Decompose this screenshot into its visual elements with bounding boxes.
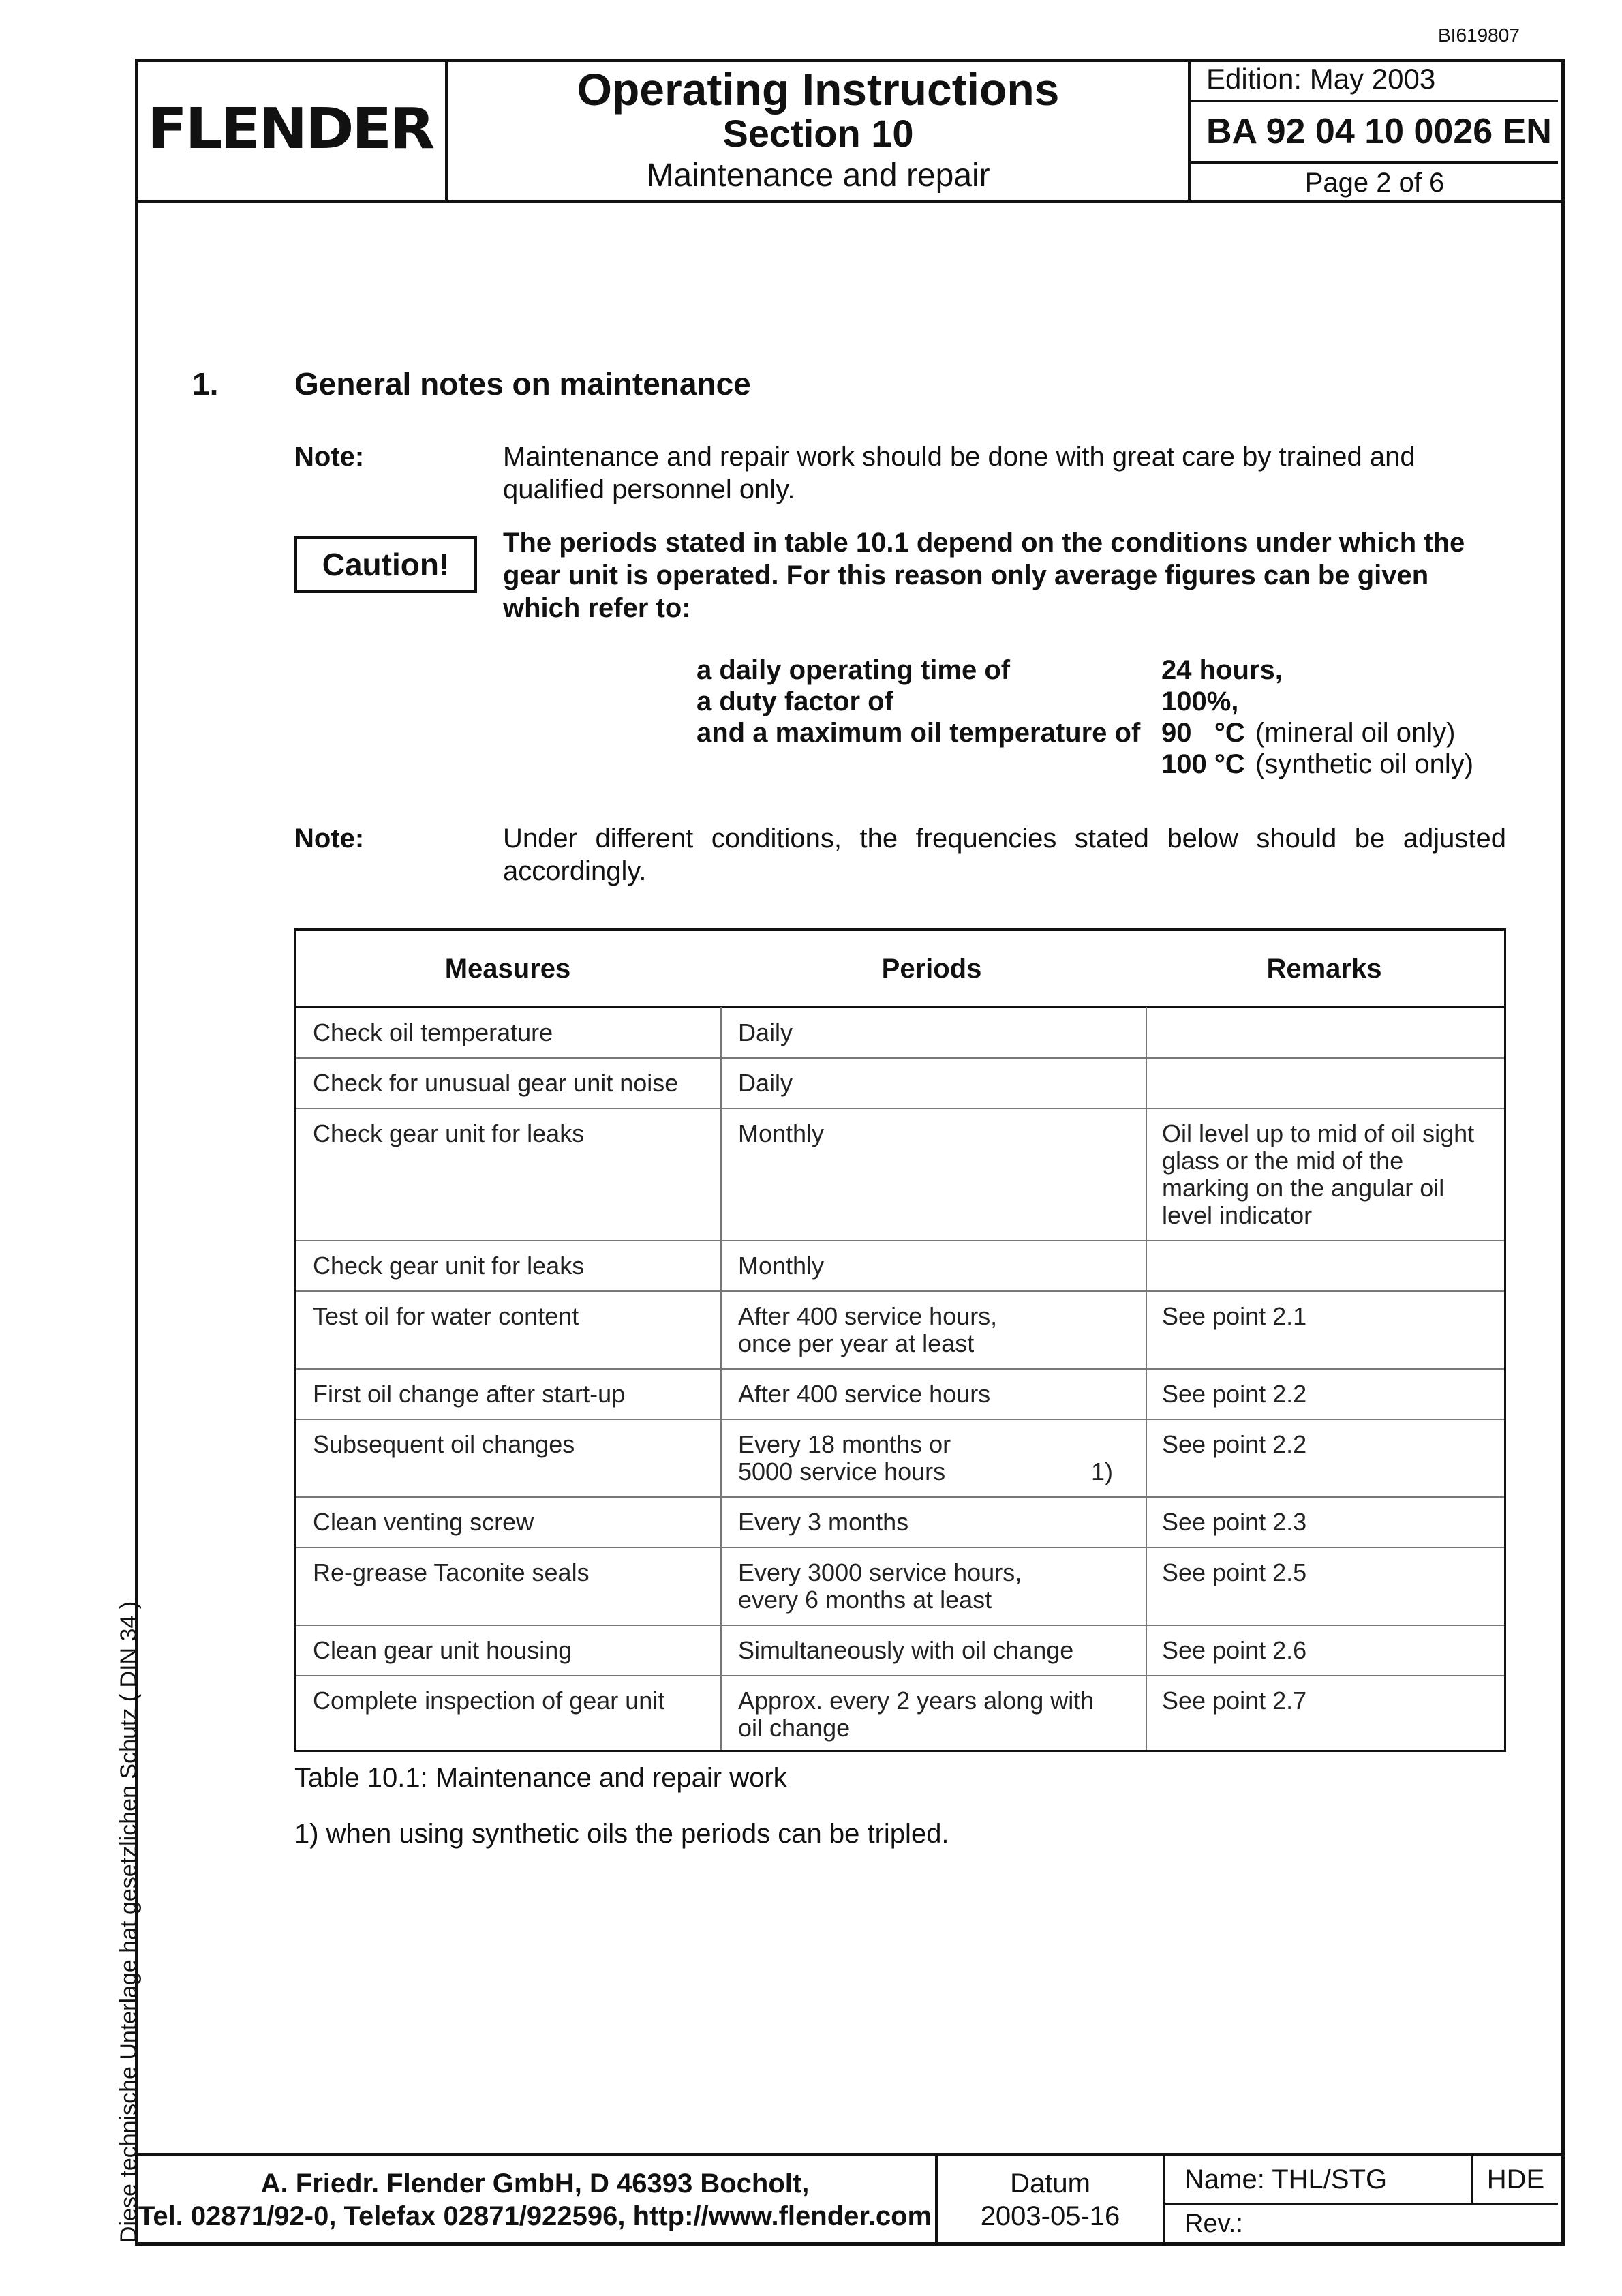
edition-label: Edition: May 2003 (1191, 59, 1558, 102)
page-footer (135, 2153, 1565, 2246)
name-block (1165, 2156, 1558, 2246)
cell-remark: See point 2.2 (1162, 1430, 1307, 1458)
cell-remark: See point 2.2 (1162, 1380, 1307, 1408)
condition-label: a duty factor of (697, 686, 893, 716)
table-caption: Table 10.1: Maintenance and repair work (294, 1763, 787, 1793)
column-divider (1146, 1007, 1147, 1750)
cell-period: Monthly (738, 1119, 825, 1147)
column-header-measures: Measures (444, 954, 571, 984)
maintenance-table (294, 928, 1506, 1752)
name-value: Name: THL/STG (1184, 2164, 1388, 2194)
row-divider (296, 1496, 1504, 1498)
department-code: HDE (1471, 2156, 1558, 2203)
cell-footnote-mark: 1) (1091, 1457, 1114, 1485)
cell-measure: Clean venting screw (313, 1508, 534, 1536)
page-number: Page 2 of 6 (1304, 168, 1445, 198)
cell-measure: Subsequent oil changes (313, 1430, 575, 1458)
condition-value: 24 hours, (1161, 655, 1283, 685)
logo-text: FLENDER (147, 97, 433, 162)
cell-measure: Check oil temperature (313, 1018, 553, 1046)
cell-period: After 400 service hours (738, 1380, 991, 1408)
cell-period: Every 18 months or (738, 1430, 951, 1458)
name-row (1165, 2156, 1558, 2205)
cell-measure: Check for unusual gear unit noise (313, 1069, 679, 1097)
section-subtitle: Maintenance and repair (646, 157, 990, 194)
cell-period: Approx. every 2 years along with (738, 1687, 1095, 1715)
page-header (135, 59, 1565, 203)
row-divider (296, 1368, 1504, 1370)
column-divider (720, 1007, 722, 1750)
cell-remark: See point 2.7 (1162, 1687, 1307, 1715)
caution-text: The periods stated in table 10.1 depend on the conditions under which the gear unit is operated. For this reason only average figures can be given which refer to: (503, 528, 1465, 623)
row-divider (296, 1419, 1504, 1420)
column-header-remarks: Remarks (1266, 954, 1382, 984)
cell-period: After 400 service hours, (738, 1302, 998, 1330)
cell-period-line2: every 6 months at least (738, 1586, 992, 1614)
company-info (135, 2156, 938, 2246)
company-contact: Tel. 02871/92-0, Telefax 02871/922596, http://www.flender.com (138, 2201, 932, 2231)
section-title: Section 10 (722, 112, 914, 155)
row-divider (296, 1290, 1504, 1292)
cell-remark: See point 2.5 (1162, 1558, 1307, 1586)
condition-value: 90 °C (1161, 718, 1245, 748)
condition-note: (synthetic oil only) (1255, 749, 1474, 779)
cell-measure: Clean gear unit housing (313, 1636, 572, 1664)
condition-value: 100 °C (1161, 749, 1245, 779)
row-divider (296, 1625, 1504, 1626)
company-address: A. Friedr. Flender GmbH, D 46393 Bocholt, (260, 2169, 810, 2199)
date-value: 2003-05-16 (980, 2201, 1120, 2231)
cell-period-line2: oil change (738, 1714, 851, 1742)
header-info-block (1191, 59, 1558, 200)
condition-value: 100%, (1161, 686, 1239, 716)
heading-number: 1. (192, 366, 219, 402)
document-title: Operating Instructions (577, 64, 1060, 115)
cell-period: Monthly (738, 1252, 825, 1280)
cell-period: Simultaneously with oil change (738, 1636, 1074, 1664)
legal-side-note: Diese technische Unterlage hat gesetzlichen Schutz ( DIN 34 ) (116, 1601, 142, 2243)
cell-period: Daily (738, 1069, 793, 1097)
condition-label: and a maximum oil temperature of (697, 718, 1141, 748)
cell-remark: Oil level up to mid of oil sight glass or the mid of the marking on the angular oil level indicator (1162, 1119, 1475, 1229)
caution-box: Caution! (294, 536, 477, 593)
condition-note: (mineral oil only) (1255, 718, 1456, 748)
date-label: Datum (1010, 2169, 1090, 2199)
row-divider (296, 1675, 1504, 1676)
condition-label: a daily operating time of (697, 655, 1011, 685)
cell-period: Every 3000 service hours, (738, 1558, 1022, 1586)
header-divider (296, 1006, 1504, 1008)
note-label: Note: (294, 824, 365, 854)
revision-label: Rev.: (1184, 2209, 1243, 2238)
cell-period-line2: 5000 service hours (738, 1457, 946, 1485)
cell-period: Every 3 months (738, 1508, 909, 1536)
cell-measure: Test oil for water content (313, 1302, 579, 1330)
note-text: Maintenance and repair work should be done with great care by trained and qualified personnel only. (503, 442, 1416, 504)
row-divider (296, 1108, 1504, 1109)
header-title-block (448, 59, 1191, 200)
column-header-periods: Periods (881, 954, 982, 984)
note-label: Note: (294, 442, 365, 472)
cell-measure: Check gear unit for leaks (313, 1119, 585, 1147)
table-footnote: 1) when using synthetic oils the periods can be tripled. (294, 1819, 949, 1849)
date-block (938, 2156, 1165, 2246)
document-reference: BI619807 (1438, 25, 1520, 46)
document-number: BA 92 04 10 0026 EN (1191, 102, 1558, 164)
cell-period: Daily (738, 1018, 793, 1046)
cell-measure: Complete inspection of gear unit (313, 1687, 665, 1715)
row-divider (296, 1057, 1504, 1059)
company-logo (135, 59, 448, 200)
cell-measure: Check gear unit for leaks (313, 1252, 585, 1280)
cell-remark: See point 2.1 (1162, 1302, 1307, 1330)
row-divider (296, 1240, 1504, 1241)
cell-measure: Re-grease Taconite seals (313, 1558, 590, 1586)
note-text: Under different conditions, the frequencies stated below should be adjusted accordingly. (503, 824, 1506, 886)
row-divider (296, 1547, 1504, 1548)
cell-remark: See point 2.6 (1162, 1636, 1307, 1664)
cell-remark: See point 2.3 (1162, 1508, 1307, 1536)
heading-text: General notes on maintenance (294, 366, 751, 402)
cell-measure: First oil change after start-up (313, 1380, 626, 1408)
cell-period-line2: once per year at least (738, 1329, 975, 1357)
